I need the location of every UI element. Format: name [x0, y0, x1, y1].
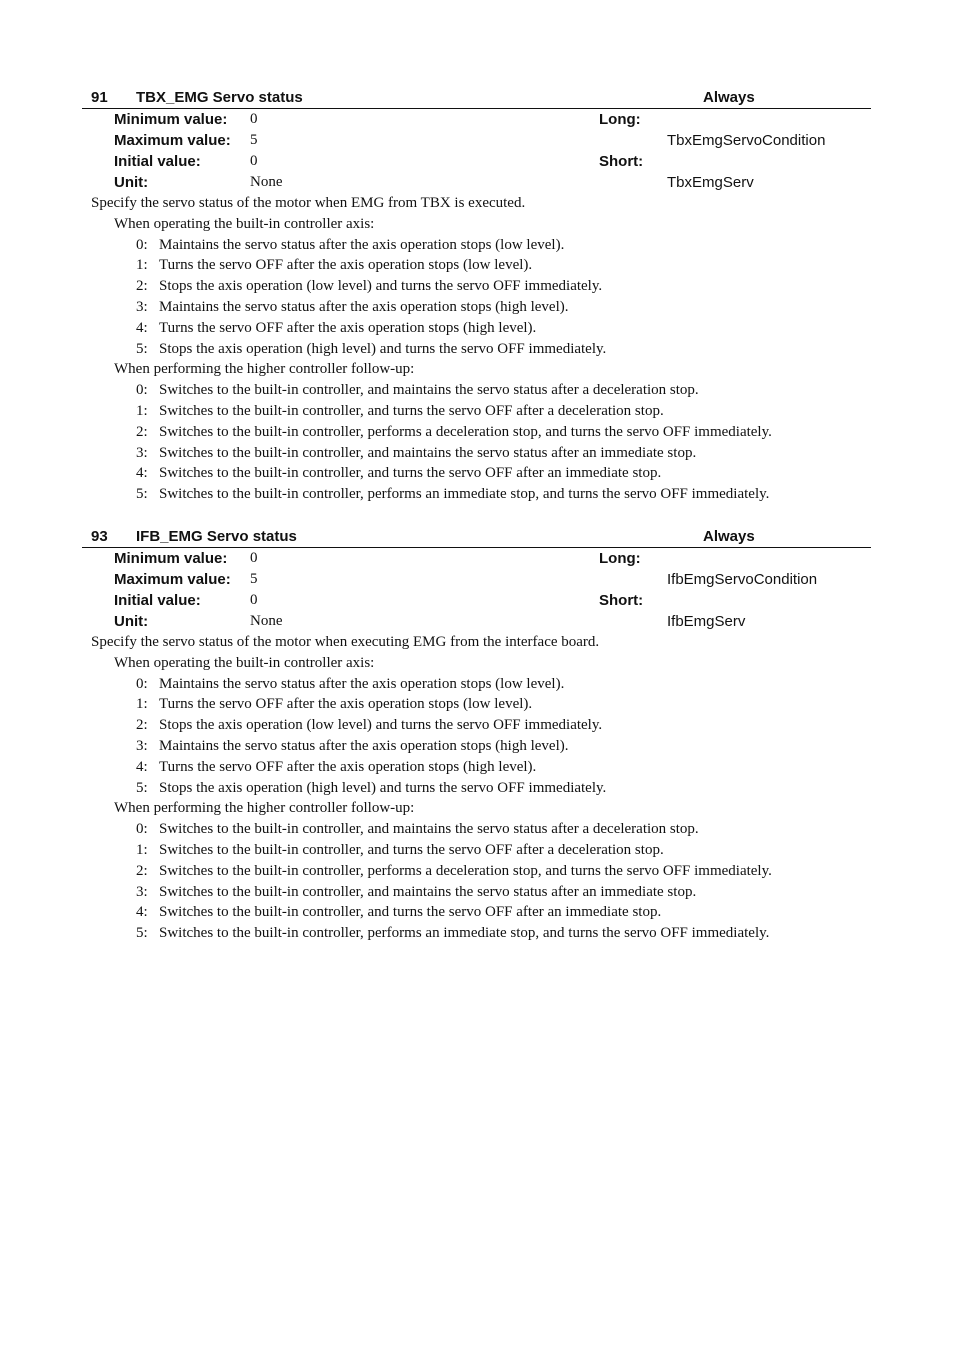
option-text: Maintains the servo status after the axis operation stops (high level).: [159, 298, 569, 315]
minimum-value-row: [114, 109, 227, 130]
initial-value-label: Initial value:: [114, 153, 201, 170]
parameter-timing: Always: [703, 89, 755, 106]
option-key: 1:: [136, 696, 148, 713]
option-key: 5:: [136, 340, 148, 357]
option-item: [136, 882, 871, 903]
option-item: [136, 819, 871, 840]
group-heading: When performing the higher controller follow-up:: [114, 800, 415, 817]
option-key: 5:: [136, 779, 148, 796]
option-text: Stops the axis operation (high level) and turns the servo OFF immediately.: [159, 340, 607, 357]
parameter-name: IFB_EMG Servo status: [136, 528, 297, 545]
minimum-value: 0: [250, 111, 258, 127]
initial-value: 0: [250, 153, 258, 169]
parameter-91-section: [82, 88, 871, 505]
parameter-93-section: [82, 527, 871, 944]
initial-value-row: [114, 590, 201, 611]
short-name-value: TbxEmgServ: [667, 174, 754, 191]
group-heading: When operating the built-in controller axis:: [114, 215, 375, 232]
initial-value-label: Initial value:: [114, 592, 201, 609]
parameter-name: TBX_EMG Servo status: [136, 89, 303, 106]
parameter-number: 91: [91, 89, 108, 106]
option-key: 4:: [136, 319, 148, 336]
option-item: [136, 443, 871, 464]
option-item: [136, 484, 871, 505]
option-text: Turns the servo OFF after the axis operation stops (low level).: [159, 257, 533, 274]
option-key: 2:: [136, 862, 148, 879]
option-text: Switches to the built-in controller, and maintains the servo status after a deceleration stop.: [159, 382, 699, 399]
parameter-description: [82, 632, 871, 944]
option-item: [136, 923, 871, 944]
group-heading: When performing the higher controller follow-up:: [114, 361, 415, 378]
option-text: Switches to the built-in controller, and maintains the servo status after an immediate stop.: [159, 444, 697, 461]
minimum-value-label: Minimum value:: [114, 550, 228, 567]
option-text: Turns the servo OFF after the axis operation stops (high level).: [159, 319, 537, 336]
option-key: 0:: [136, 236, 148, 253]
unit-value: None: [250, 613, 283, 629]
option-key: 0:: [136, 675, 148, 692]
option-text: Turns the servo OFF after the axis operation stops (low level).: [159, 696, 533, 713]
option-item: [136, 255, 871, 276]
description-text: Specify the servo status of the motor when EMG from TBX is executed.: [91, 195, 526, 211]
option-text: Stops the axis operation (high level) and turns the servo OFF immediately.: [159, 779, 607, 796]
option-text: Switches to the built-in controller, and turns the servo OFF after an immediate stop.: [159, 904, 662, 921]
short-name-value: IfbEmgServ: [667, 613, 746, 630]
option-key: 1:: [136, 841, 148, 858]
option-item: [136, 757, 871, 778]
option-item: [136, 715, 871, 736]
option-item: [136, 276, 871, 297]
option-text: Switches to the built-in controller, and maintains the servo status after a deceleration stop.: [159, 821, 699, 838]
option-item: [136, 840, 871, 861]
option-key: 0:: [136, 821, 148, 838]
option-key: 0:: [136, 382, 148, 399]
unit-label: Unit:: [114, 613, 149, 630]
option-key: 3:: [136, 737, 148, 754]
option-key: 2:: [136, 717, 148, 734]
option-item: [136, 902, 871, 923]
option-text: Switches to the built-in controller, performs an immediate stop, and turns the servo OFF immediately.: [159, 486, 770, 503]
long-name-value: TbxEmgServoCondition: [667, 132, 826, 149]
option-item: [136, 339, 871, 360]
maximum-value-label: Maximum value:: [114, 571, 231, 588]
maximum-value-row: [114, 130, 231, 151]
minimum-value-row: [114, 548, 227, 569]
option-key: 1:: [136, 402, 148, 419]
option-item: [136, 401, 871, 422]
parameter-number: 93: [91, 528, 108, 545]
option-text: Maintains the servo status after the axis operation stops (high level).: [159, 737, 569, 754]
option-item: [136, 235, 871, 256]
option-key: 2:: [136, 423, 148, 440]
option-key: 4:: [136, 465, 148, 482]
maximum-value-row: [114, 569, 231, 590]
option-item: [136, 422, 871, 443]
group-heading: When operating the built-in controller axis:: [114, 654, 375, 671]
option-key: 3:: [136, 298, 148, 315]
option-text: Switches to the built-in controller, performs a deceleration stop, and turns the servo OFF immediately.: [159, 423, 772, 440]
description-text: Specify the servo status of the motor when executing EMG from the interface board.: [91, 634, 600, 650]
option-text: Switches to the built-in controller, and maintains the servo status after an immediate stop.: [159, 883, 697, 900]
unit-label: Unit:: [114, 174, 149, 191]
option-item: [136, 694, 871, 715]
parameter-header: [82, 527, 871, 548]
option-item: [136, 297, 871, 318]
option-text: Switches to the built-in controller, performs an immediate stop, and turns the servo OFF immediately.: [159, 925, 770, 942]
option-text: Switches to the built-in controller, performs a deceleration stop, and turns the servo OFF immediately.: [159, 862, 772, 879]
initial-value: 0: [250, 592, 258, 608]
option-key: 1:: [136, 257, 148, 274]
option-key: 4:: [136, 758, 148, 775]
parameter-description: [82, 193, 871, 505]
option-text: Turns the servo OFF after the axis operation stops (high level).: [159, 758, 537, 775]
maximum-value: 5: [250, 571, 258, 587]
minimum-value-label: Minimum value:: [114, 111, 228, 128]
long-name-label: Long:: [599, 550, 641, 567]
maximum-value: 5: [250, 132, 258, 148]
option-item: [136, 674, 871, 695]
option-text: Maintains the servo status after the axis operation stops (low level).: [159, 236, 565, 253]
parameter-fields: [82, 548, 871, 632]
option-key: 5:: [136, 925, 148, 942]
long-name-label: Long:: [599, 111, 641, 128]
option-key: 3:: [136, 444, 148, 461]
option-key: 4:: [136, 904, 148, 921]
option-key: 3:: [136, 883, 148, 900]
maximum-value-label: Maximum value:: [114, 132, 231, 149]
option-text: Switches to the built-in controller, and turns the servo OFF after a deceleration stop.: [159, 402, 664, 419]
unit-row: [114, 172, 148, 193]
option-key: 5:: [136, 486, 148, 503]
initial-value-row: [114, 151, 201, 172]
parameter-fields: [82, 109, 871, 193]
unit-row: [114, 611, 148, 632]
option-item: [136, 463, 871, 484]
parameter-timing: Always: [703, 528, 755, 545]
option-text: Switches to the built-in controller, and turns the servo OFF after a deceleration stop.: [159, 841, 664, 858]
option-key: 2:: [136, 278, 148, 295]
long-name-value: IfbEmgServoCondition: [667, 571, 818, 588]
option-text: Switches to the built-in controller, and turns the servo OFF after an immediate stop.: [159, 465, 662, 482]
option-item: [136, 380, 871, 401]
option-text: Stops the axis operation (low level) and turns the servo OFF immediately.: [159, 717, 603, 734]
short-name-label: Short:: [599, 592, 644, 609]
option-item: [136, 318, 871, 339]
parameter-header: [82, 88, 871, 109]
option-text: Maintains the servo status after the axis operation stops (low level).: [159, 675, 565, 692]
unit-value: None: [250, 174, 283, 190]
short-name-label: Short:: [599, 153, 644, 170]
option-item: [136, 736, 871, 757]
option-item: [136, 861, 871, 882]
minimum-value: 0: [250, 550, 258, 566]
option-item: [136, 778, 871, 799]
option-text: Stops the axis operation (low level) and turns the servo OFF immediately.: [159, 278, 603, 295]
